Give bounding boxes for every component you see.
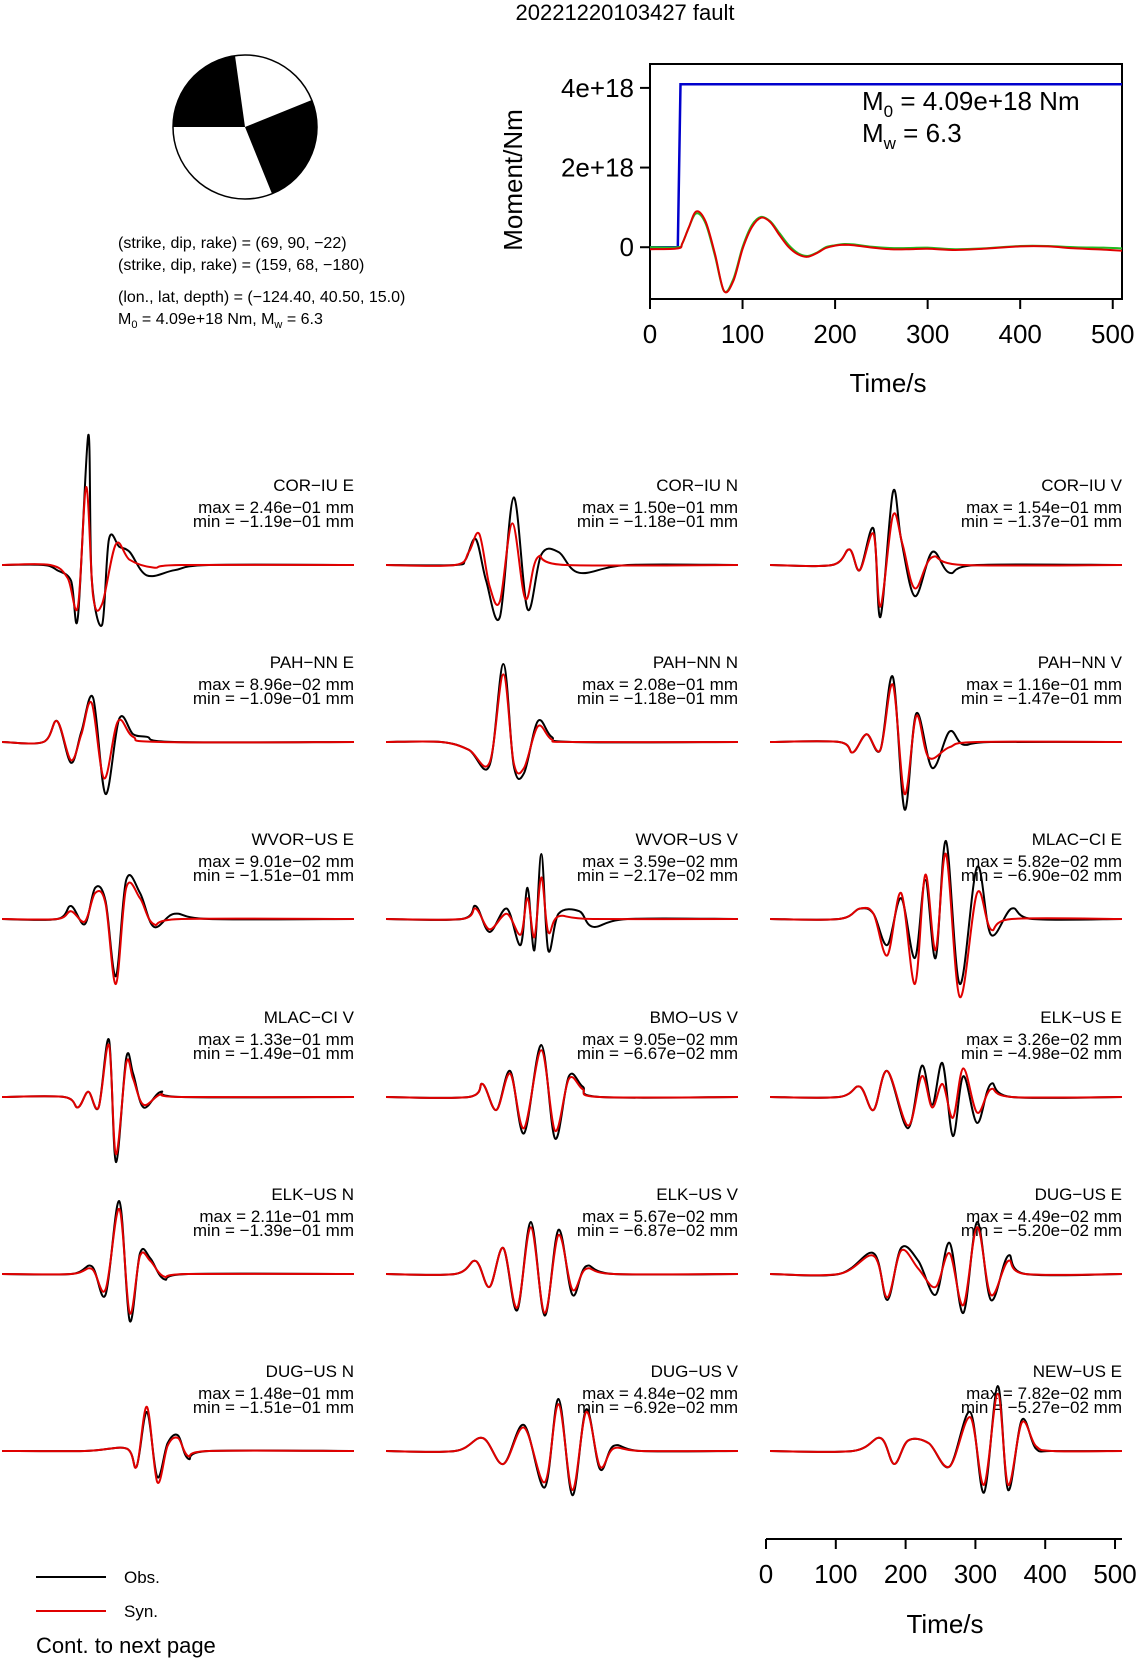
station-panel [770,1008,1122,1136]
station-max: max = 3.59e−02 mm [582,852,738,871]
station-label: ELK−US N [271,1185,354,1204]
moment-x-axis [643,299,1135,349]
station-label: PAH−NN N [652,653,738,672]
station-label: DUG−US V [650,1362,738,1381]
station-panel [386,1362,739,1495]
moment-xtick-label: 500 [1091,319,1135,349]
legend-obs-label: Obs. [124,1568,160,1587]
station-max: max = 1.54e−01 mm [966,498,1122,517]
station-max: max = 4.49e−02 mm [966,1207,1122,1226]
time-xtick-label: 0 [758,1559,774,1589]
station-panel [770,1185,1122,1313]
station-min: min = −1.18e−01 mm [576,689,738,708]
station-panel [386,830,739,952]
moment-ytick-label: 2e+18 [560,152,634,183]
station-label: COR−IU V [1041,476,1122,495]
page-title: 20221220103427 fault [515,0,735,25]
station-min: min = −1.51e−01 mm [192,1398,354,1417]
station-label: PAH−NN E [269,653,354,672]
moment-xtick-label: 200 [813,319,857,349]
station-min: min = −5.27e−02 mm [960,1398,1122,1417]
station-max: max = 9.01e−02 mm [198,852,354,871]
station-min: min = −1.37e−01 mm [960,512,1122,531]
moment-y-axis [561,73,650,262]
station-label: COR−IU N [656,476,738,495]
station-label: DUG−US N [265,1362,354,1381]
station-min: min = −1.47e−01 mm [960,689,1122,708]
synthetic-trace [2,702,354,779]
waveform-grid [2,435,1123,1495]
station-label: ELK−US V [656,1185,738,1204]
synthetic-trace [386,1227,738,1313]
time-xtick-label: 200 [883,1559,928,1589]
station-label: MLAC−CI V [263,1008,354,1027]
station-label: WVOR−US E [251,830,354,849]
station-max: max = 5.67e−02 mm [582,1207,738,1226]
observed-trace [2,696,354,794]
station-panel [2,653,354,794]
moment-rate-red-line [650,211,1122,292]
station-panel [770,1362,1122,1493]
synthetic-trace [386,1404,738,1490]
station-max: max = 2.46e−01 mm [198,498,354,517]
focal-mechanism-beachball [173,55,317,199]
station-min: min = −6.87e−02 mm [576,1221,738,1240]
time-xtick-label: 400 [1023,1559,1067,1589]
station-min: min = −5.20e−02 mm [960,1221,1122,1240]
station-max: max = 1.16e−01 mm [966,675,1122,694]
m0-annotation: $M_0 = 4.09e+18$ Nm [862,86,1080,121]
waveform-time-xlabel: Time/s [906,1609,984,1639]
station-min: min = −4.98e−02 mm [960,1044,1122,1063]
station-label: DUG−US E [1034,1185,1122,1204]
mw-annotation: $M_w = 6.3$ [862,118,962,153]
station-panel [386,653,738,779]
station-max: max = 2.11e−01 mm [199,1207,354,1226]
station-min: min = −1.49e−01 mm [192,1044,354,1063]
nodal-plane-1: (strike, dip, rake) = (69, 90, −22) [118,235,347,252]
observed-trace [2,1412,354,1478]
station-max: max = 5.82e−02 mm [966,852,1122,871]
station-label: COR−IU E [273,476,354,495]
legend [36,1568,160,1621]
station-min: min = −6.92e−02 mm [576,1398,738,1417]
footer-note: Cont. to next page [36,1633,216,1658]
moment-rate-plot [498,64,1134,398]
time-xtick-label: 300 [953,1559,998,1589]
station-min: min = −1.39e−01 mm [192,1221,354,1240]
moment-xtick-label: 100 [720,319,765,349]
station-max: max = 3.26e−02 mm [966,1030,1122,1049]
moment-ytick-label: 0 [619,232,634,263]
station-max: max = 2.08e−01 mm [582,675,738,694]
synthetic-trace [2,883,354,985]
station-panel [770,830,1122,997]
waveform-time-axis [759,1539,1137,1589]
hypocenter-location: (lon., lat, depth) = (−124.40, 40.50, 15.0) [118,289,406,306]
time-xtick-label: 500 [1093,1559,1137,1589]
nodal-plane-2: (strike, dip, rake) = (159, 68, −180) [118,257,365,274]
station-max: max = 7.82e−02 mm [966,1384,1122,1403]
station-panel [386,1008,739,1139]
station-panel [2,1185,354,1322]
moment-xtick-label: 0 [642,319,658,349]
station-label: PAH−NN V [1037,653,1122,672]
station-panel [386,1185,739,1316]
station-min: min = −2.17e−02 mm [576,866,738,885]
moment-xtick-label: 300 [905,319,950,349]
synthetic-trace [386,877,738,937]
station-label: NEW−US E [1032,1362,1122,1381]
station-max: max = 9.05e−02 mm [582,1030,738,1049]
synthetic-trace [2,1407,354,1483]
station-panel [2,1362,354,1483]
station-max: max = 1.50e−01 mm [582,498,738,517]
station-panel [2,1008,355,1162]
observed-trace [770,1063,1122,1136]
station-panel [770,476,1123,617]
station-panel [386,476,738,620]
station-min: min = −1.19e−01 mm [192,512,354,531]
moment-ylabel: Moment/Nm [498,109,528,251]
observed-trace [2,875,354,976]
station-max: max = 1.33e−01 mm [198,1030,354,1049]
station-min: min = −1.18e−01 mm [576,512,738,531]
beachball-compression-quadrant-1 [173,56,245,127]
station-min: min = −1.09e−01 mm [192,689,354,708]
legend-syn-label: Syn. [124,1602,159,1621]
moment-xlabel: Time/s [849,368,927,398]
station-min: min = −6.67e−02 mm [576,1044,738,1063]
station-label: MLAC−CI E [1031,830,1122,849]
moment-xtick-label: 400 [998,319,1042,349]
station-panel [2,435,354,626]
moment-ytick-label: 4e+18 [560,72,634,103]
station-panel [770,653,1123,810]
station-max: max = 4.84e−02 mm [582,1384,738,1403]
station-label: ELK−US E [1040,1008,1122,1027]
station-min: min = −6.90e−02 mm [960,866,1122,885]
station-panel [2,830,354,984]
station-max: max = 1.48e−01 mm [198,1384,354,1403]
station-max: max = 8.96e−02 mm [198,675,354,694]
station-label: WVOR−US V [635,830,738,849]
time-xtick-label: 100 [814,1559,858,1589]
station-label: BMO−US V [649,1008,738,1027]
station-min: min = −1.51e−01 mm [192,866,354,885]
moment-magnitude-summary: $M_0 = 4.09e+18$ Nm, $M_w = 6.3$ [118,311,323,331]
